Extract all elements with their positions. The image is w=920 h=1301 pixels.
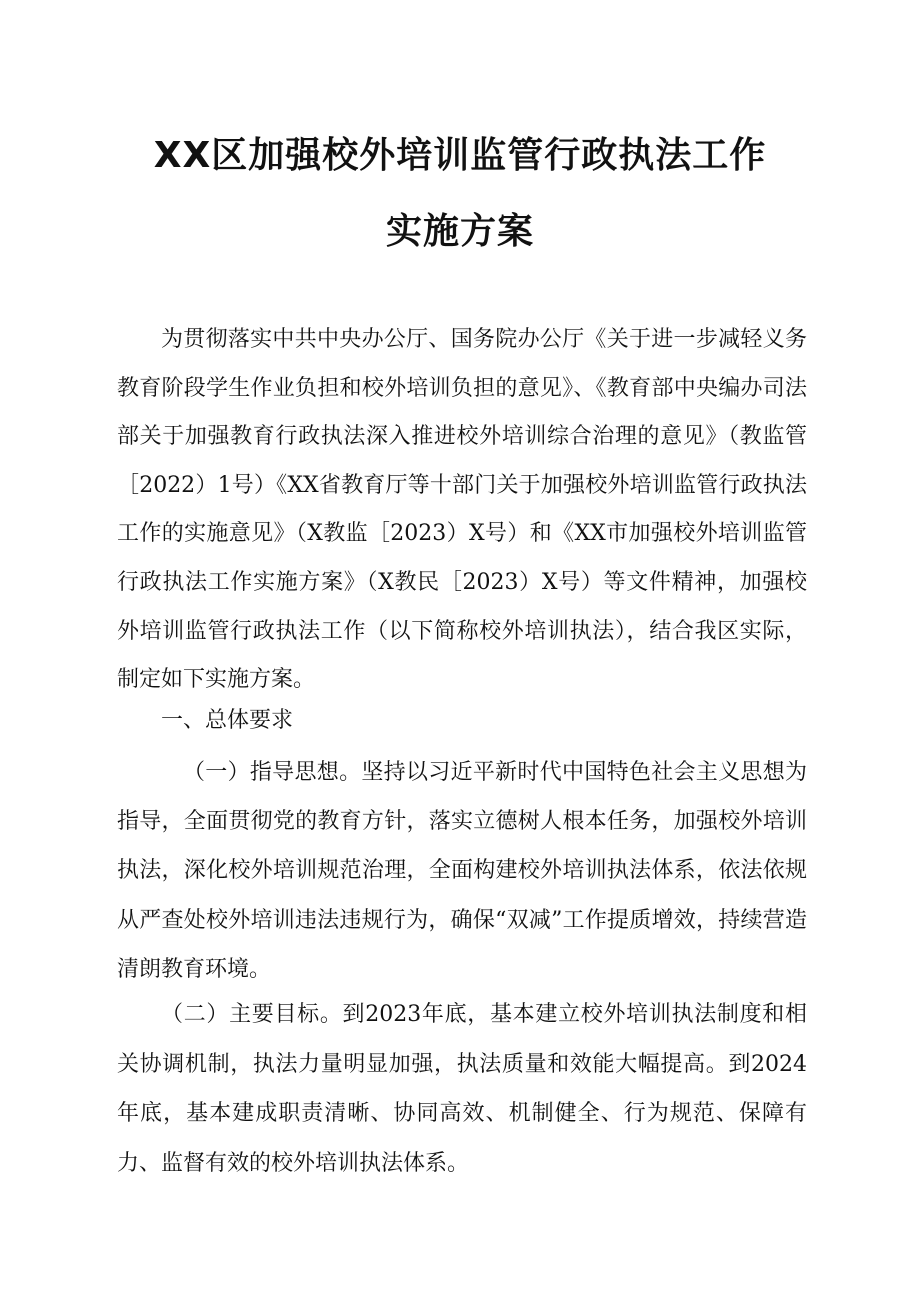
document-title-line-2: 实施方案 [385, 211, 534, 252]
main-goals-paragraph: （二）主要目标。到2023年底，基本建立校外培训执法制度和相关协调机制，执法力量明显加强，执法质量和效能大幅提高。到2024年底，基本建成职责清晰、协同高效、机制健全、行为规范、保障有力、监督有效的校外培训执法体系。 [117, 1002, 807, 1176]
guiding-ideology-paragraph: （一）指导思想。坚持以习近平新时代中国特色社会主义思想为指导，全面贯彻党的教育方针，落实立德树人根本任务，加强校外培训执法，深化校外培训规范治理，全面构建校外培训执法体系，依法依规从严查处校外培训违法违规行为，确保“双减”工作提质增效，持续营造清朗教育环境。 [117, 760, 807, 982]
document-title-line-1: XX区加强校外培训监管行政执法工作 [153, 135, 767, 176]
intro-paragraph: 为贯彻落实中共中央办公厅、国务院办公厅《关于进一步减轻义务教育阶段学生作业负担和校外培训负担的意见》、《教育部中央编办司法部关于加强教育行政执法深入推进校外培训综合治理的意见》（教监管［2022）1号）《XX省教育厅等十部门关于加强校外培训监管行政执法工作的实施意见》（X教监［2023）X号）和《XX市加强校外培训监管行政执法工作实施方案》（X教民［2023）X号）等文件精神，加强校外培训监管行政执法工作（以下简称校外培训执法），结合我区实际，制定如下实施方案。 [117, 327, 807, 693]
section-heading-general-requirements: 一、总体要求 [161, 708, 294, 733]
